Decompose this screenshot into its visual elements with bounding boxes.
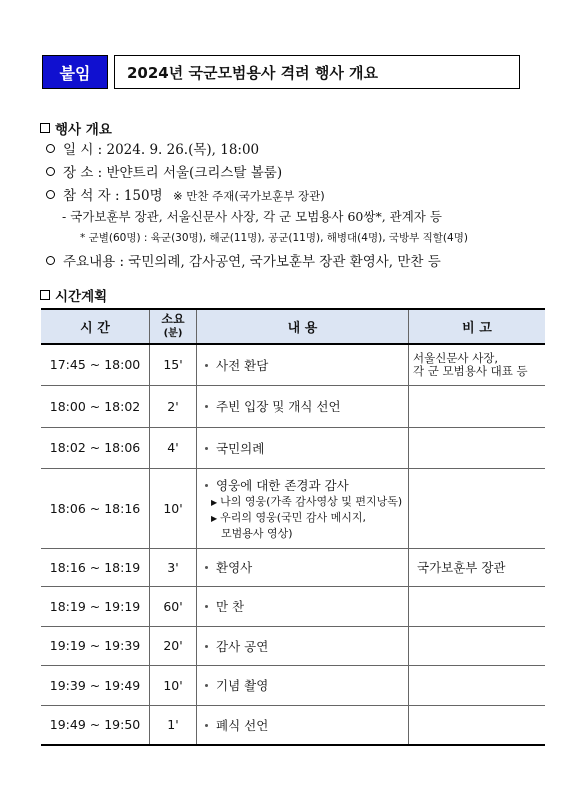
triangle-bullet-icon: ▶: [211, 513, 218, 523]
title-row: [42, 55, 520, 89]
circle-bullet-icon: [46, 256, 55, 265]
row-content-text: 사전 환담: [216, 357, 269, 373]
row-content-text: 기념 촬영: [216, 678, 269, 693]
row-duration: 60': [150, 586, 197, 626]
schedule-heading: [40, 285, 107, 305]
row-time: 18:02 ~ 18:06: [41, 427, 150, 468]
date-line: [46, 138, 259, 158]
circle-bullet-icon: [46, 144, 55, 153]
row-note: [409, 427, 546, 468]
row-time: 18:19 ~ 19:19: [41, 586, 150, 626]
row-note: [409, 626, 546, 665]
row-time: 19:19 ~ 19:39: [41, 626, 150, 665]
dot-bullet-icon: [205, 645, 208, 648]
row-content: [197, 586, 409, 626]
row-time: 18:16 ~ 18:19: [41, 548, 150, 586]
sub-item: [203, 494, 408, 510]
sub-item-text: 우리의 영웅(국민 감사 메시지,: [220, 510, 366, 524]
row-note: 국가보훈부 장관: [409, 548, 546, 586]
row-time: 19:49 ~ 19:50: [41, 705, 150, 745]
row-duration: 4': [150, 427, 197, 468]
dot-bullet-icon: [205, 447, 208, 450]
row-content: [197, 626, 409, 665]
row-note-line2: 각 군 모범용사 대표 등: [413, 363, 528, 378]
place-line: [46, 161, 282, 181]
dot-bullet-icon: [205, 484, 208, 487]
row-content: [197, 665, 409, 705]
row-content: [197, 427, 409, 468]
attendees-detail: - 국가보훈부 장관, 서울신문사 사장, 각 군 모범용사 60쌍*, 관계자 등: [62, 209, 442, 224]
header-duration-top: 소요: [161, 312, 185, 326]
dot-bullet-icon: [205, 405, 208, 408]
header-content: 내 용: [197, 309, 409, 344]
header-note: 비 고: [409, 309, 546, 344]
row-time: 18:00 ~ 18:02: [41, 385, 150, 427]
row-content: [197, 705, 409, 745]
row-content-text: 국민의례: [216, 440, 265, 456]
attendees-line: [46, 184, 325, 204]
circle-bullet-icon: [46, 167, 55, 176]
triangle-bullet-icon: ▶: [211, 497, 218, 507]
square-bullet-icon: [40, 290, 50, 300]
header-time: 시 간: [41, 309, 150, 344]
row-duration: 10': [150, 665, 197, 705]
row-duration: 2': [150, 385, 197, 427]
row-content-text: 영웅에 대한 존경과 감사: [216, 477, 349, 493]
row-content: [197, 385, 409, 427]
table-row: [41, 427, 545, 468]
place-text: 장 소 : 반얀트리 서울(크리스탈 볼룸): [63, 165, 283, 181]
sub-item: [203, 510, 408, 526]
table-row: [41, 665, 545, 705]
main-content-text: 주요내용 : 국민의례, 감사공연, 국가보훈부 장관 환영사, 만찬 등: [63, 254, 441, 270]
document-title: 2024년 국군모범용사 격려 행사 개요: [114, 55, 520, 89]
attendees-breakdown: * 군별(60명) : 육군(30명), 해군(11명), 공군(11명), 해병대(4명), 국방부 직할(4명): [80, 232, 468, 244]
table-row: [41, 586, 545, 626]
row-note: [409, 468, 546, 548]
row-content-text: 감사 공연: [216, 638, 269, 654]
table-row: [41, 626, 545, 665]
row-content: [197, 548, 409, 586]
attachment-badge: 붙임: [42, 55, 108, 89]
schedule-heading-text: 시간계획: [55, 289, 108, 305]
table-row: [41, 385, 545, 427]
overview-heading: [40, 118, 112, 138]
dot-bullet-icon: [205, 566, 208, 569]
sub-item-text: 나의 영웅(가족 감사영상 및 편지낭독): [220, 494, 403, 508]
square-bullet-icon: [40, 123, 50, 133]
header-duration-bottom: (분): [163, 328, 183, 339]
circle-bullet-icon: [46, 190, 55, 199]
row-duration: 1': [150, 705, 197, 745]
table-row: [41, 548, 545, 586]
row-content-text: 주빈 입장 및 개식 선언: [216, 399, 341, 414]
dot-bullet-icon: [205, 684, 208, 687]
header-duration: [150, 309, 197, 344]
table-row: [41, 705, 545, 745]
row-time: 18:06 ~ 18:16: [41, 468, 150, 548]
dot-bullet-icon: [205, 605, 208, 608]
attendees-text: 참 석 자 : 150명: [63, 188, 163, 204]
table-header-row: [41, 309, 545, 344]
overview-heading-text: 행사 개요: [55, 122, 112, 138]
row-duration: 20': [150, 626, 197, 665]
schedule-table: [41, 308, 545, 746]
row-note: [409, 344, 546, 385]
main-content-line: [46, 250, 441, 270]
row-time: 17:45 ~ 18:00: [41, 344, 150, 385]
row-note: [409, 665, 546, 705]
row-duration: 15': [150, 344, 197, 385]
row-content-text: 환영사: [216, 560, 253, 575]
dot-bullet-icon: [205, 364, 208, 367]
row-note: [409, 385, 546, 427]
date-text: 일 시 : 2024. 9. 26.(목), 18:00: [63, 142, 260, 158]
row-content: [197, 344, 409, 385]
row-note-line1: 서울신문사 사장,: [413, 350, 499, 365]
row-note: [409, 586, 546, 626]
row-content: [197, 468, 409, 548]
row-duration: 10': [150, 468, 197, 548]
row-content-text: 만 찬: [216, 599, 245, 614]
dot-bullet-icon: [205, 724, 208, 727]
sub-item-continuation: 모범용사 영상): [221, 526, 293, 540]
table-row: [41, 344, 545, 385]
row-time: 19:39 ~ 19:49: [41, 665, 150, 705]
attendees-note: ※ 만찬 주재(국가보훈부 장관): [172, 189, 325, 203]
row-note: [409, 705, 546, 745]
row-duration: 3': [150, 548, 197, 586]
row-content-text: 폐식 선언: [216, 717, 269, 733]
table-row: [41, 468, 545, 548]
